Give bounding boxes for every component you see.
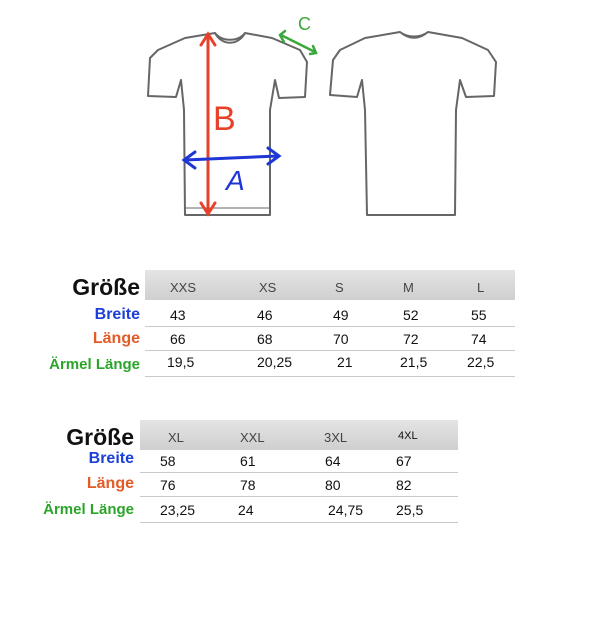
breite-value: 46 — [257, 307, 273, 323]
aermel-value: 22,5 — [467, 354, 495, 370]
aermel-value: 23,25 — [160, 502, 196, 518]
size-header: XXS — [170, 280, 197, 295]
row-divider — [140, 522, 458, 523]
breite-value: 64 — [325, 453, 341, 469]
row-divider — [145, 376, 515, 377]
breite-value: 67 — [396, 453, 412, 469]
table1-labels — [20, 270, 140, 380]
breite-value: 43 — [170, 307, 186, 323]
laenge-label: Länge — [86, 475, 134, 492]
laenge-value: 70 — [333, 331, 349, 347]
aermel-value: 21,5 — [400, 354, 428, 370]
laenge-value: 76 — [160, 477, 176, 493]
size-label: Größe — [66, 424, 134, 450]
label-b: B — [213, 100, 236, 138]
breite-label: Breite — [94, 306, 140, 323]
size-header: L — [477, 280, 485, 295]
laenge-value: 66 — [170, 331, 186, 347]
aermel-value: 20,25 — [257, 354, 293, 370]
aermel-value: 19,5 — [167, 354, 195, 370]
laenge-value: 78 — [240, 477, 256, 493]
size-header: S — [335, 280, 344, 295]
breite-value: 49 — [333, 307, 349, 323]
breite-value: 61 — [240, 453, 256, 469]
breite-value: 52 — [403, 307, 419, 323]
size-header: XXL — [240, 430, 265, 445]
tshirt-back — [330, 32, 496, 215]
laenge-value: 68 — [257, 331, 273, 347]
tshirt-measurement-diagram — [0, 0, 600, 240]
row-divider — [140, 472, 458, 473]
row-divider — [145, 326, 515, 327]
aermel-value: 24 — [238, 502, 254, 518]
row-divider — [140, 496, 458, 497]
table-header — [145, 270, 515, 300]
laenge-value: 72 — [403, 331, 419, 347]
laenge-value: 80 — [325, 477, 341, 493]
aermel-value: 21 — [337, 354, 353, 370]
size-label: Größe — [72, 274, 140, 300]
size-header: XS — [259, 280, 277, 295]
size-header: M — [403, 280, 414, 295]
size-header: XL — [168, 430, 184, 445]
aermel-laenge-label: Ärmel Länge — [49, 356, 140, 373]
aermel-laenge-label: Ärmel Länge — [43, 501, 134, 518]
table2-labels — [14, 418, 134, 528]
breite-label: Breite — [88, 450, 134, 467]
aermel-value: 24,75 — [328, 502, 364, 518]
laenge-value: 82 — [396, 477, 412, 493]
laenge-label: Länge — [92, 330, 140, 347]
breite-value: 55 — [471, 307, 487, 323]
breite-value: 58 — [160, 453, 176, 469]
label-a: A — [226, 165, 245, 196]
size-table-2 — [140, 420, 458, 526]
size-header: 4XL — [398, 430, 418, 442]
size-header: 3XL — [324, 430, 348, 445]
label-c: C — [298, 14, 311, 34]
row-divider — [145, 350, 515, 351]
aermel-value: 25,5 — [396, 502, 424, 518]
size-table-1 — [145, 270, 515, 380]
laenge-value: 74 — [471, 331, 487, 347]
